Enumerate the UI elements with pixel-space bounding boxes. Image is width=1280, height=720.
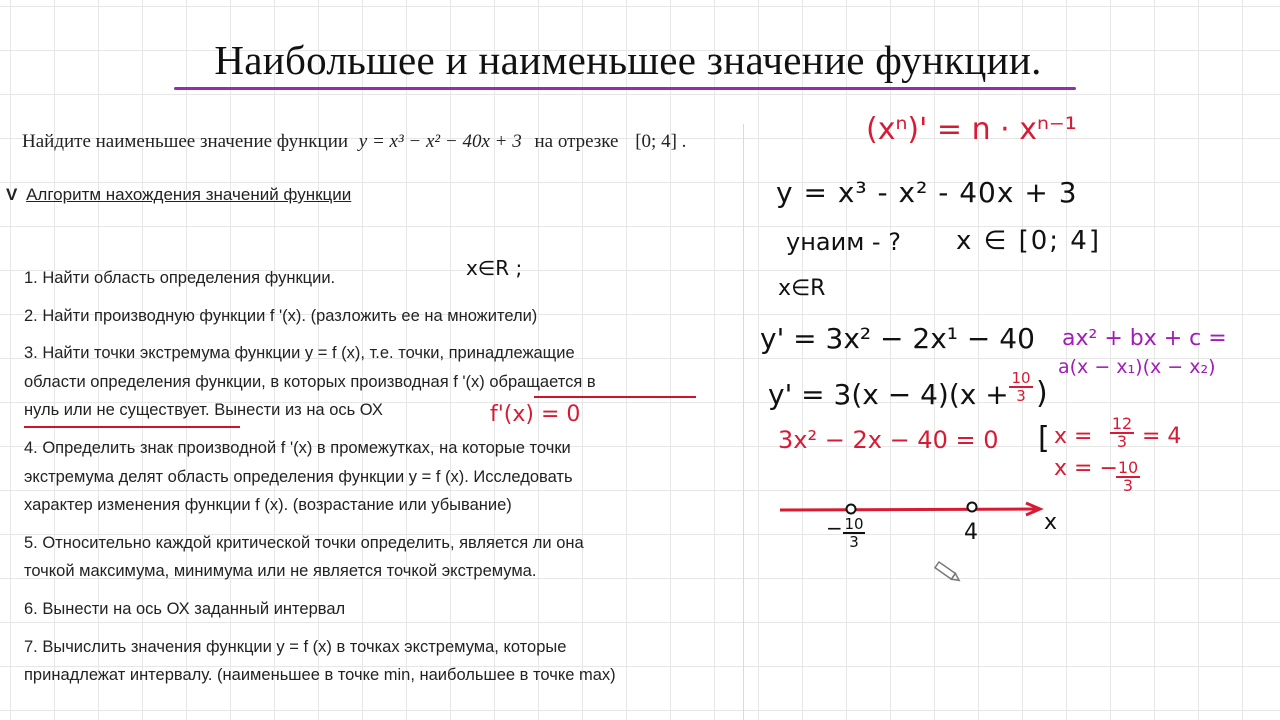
factored-close: ) <box>1036 376 1048 411</box>
find-prefix: yнаим - ? <box>786 228 901 256</box>
axis-left-fraction <box>843 516 865 550</box>
point-right <box>968 503 977 512</box>
step-line: 1. Найти область определения функции. <box>24 269 336 287</box>
fraction-numerator: 10 <box>1009 370 1033 388</box>
axis-left-minus: − <box>826 516 843 540</box>
factoring-rule-1: ax² + bx + c = <box>1062 326 1227 351</box>
number-line-axis <box>780 509 1036 510</box>
factoring-rule-2: a(x − x₁)(x − x₂) <box>1058 356 1216 378</box>
system-bracket: [ <box>1038 421 1050 456</box>
step-line: экстремума делят область определения функции y = f (x). Исследовать <box>24 467 573 486</box>
derivative-line: y' = 3x² − 2x¹ − 40 <box>760 322 1035 355</box>
step-line: принадлежат интервалу. (наименьшее в точке min, наибольшее в точке max) <box>24 666 616 685</box>
fraction-denominator: 3 <box>1122 476 1134 495</box>
axis-x-label: x <box>1044 510 1058 535</box>
step-line: 3. Найти точки экстремума функции y = f (x), т.е. точки, принадлежащие <box>24 344 575 363</box>
pencil-cursor-icon <box>935 562 961 583</box>
step-line: нуль или не существует. Вынести из на ось ОХ <box>24 401 383 420</box>
find-interval: x ∈ [0; 4] <box>956 226 1101 256</box>
task-text-middle: на отрезке <box>534 131 619 152</box>
step-line: 4. Определить знак производной f '(x) в промежутках, на которые точки <box>24 438 571 457</box>
task-formula: y = x³ − x² − 40x + 3 <box>358 131 522 152</box>
domain-note: x∈R ; <box>466 256 523 280</box>
factored-line: y' = 3(x − 4)(x + <box>768 378 1009 411</box>
fraction-denominator: 3 <box>849 533 859 551</box>
step-line: точкой максимума, минимума или не является точкой экстремума. <box>24 562 537 581</box>
algorithm-title: Алгоритм нахождения значений функции <box>26 185 352 204</box>
task-interval: [0; 4] . <box>635 131 687 152</box>
root2-prefix: x = − <box>1054 456 1118 481</box>
task-text: Найдите наименьшее значение функции <box>22 131 349 152</box>
power-rule-note: (xⁿ)' = n · xⁿ⁻¹ <box>866 112 1077 147</box>
fraction-denominator: 3 <box>1016 387 1026 405</box>
step-line: 6. Вынести на ось ОХ заданный интервал <box>24 599 346 618</box>
step-line: области определения функции, в которых производная f '(x) обращается в <box>24 372 596 391</box>
fraction-numerator: 12 <box>1111 414 1133 433</box>
axis-right-label: 4 <box>964 520 978 545</box>
check-mark-icon: V <box>6 185 18 204</box>
step-line: 2. Найти производную функции f '(x). (разложить ее на множители) <box>24 306 538 325</box>
fraction-numerator: 10 <box>844 515 864 533</box>
step-line: 5. Относительно каждой критической точки определить, является ли она <box>24 533 584 552</box>
quadratic-equation: 3x² − 2x − 40 = 0 <box>778 426 999 454</box>
function-line: y = x³ - x² - 40x + 3 <box>776 176 1078 209</box>
step-line: 7. Вычислить значения функции y = f (x) в точках экстремума, которые <box>24 637 567 656</box>
fraction-numerator: 10 <box>1117 458 1139 477</box>
derivative-zero-note: f'(x) = 0 <box>490 402 581 427</box>
point-left <box>847 505 856 514</box>
root1-value: = 4 <box>1142 424 1182 449</box>
page-title: Наибольшее и наименьшее значение функции. <box>214 37 1042 83</box>
root1-prefix: x = <box>1054 424 1093 449</box>
step-line: характер изменения функции f (x). (возрастание или убывание) <box>24 496 512 515</box>
fraction-denominator: 3 <box>1116 432 1128 451</box>
domain-line: x∈R <box>778 276 826 301</box>
